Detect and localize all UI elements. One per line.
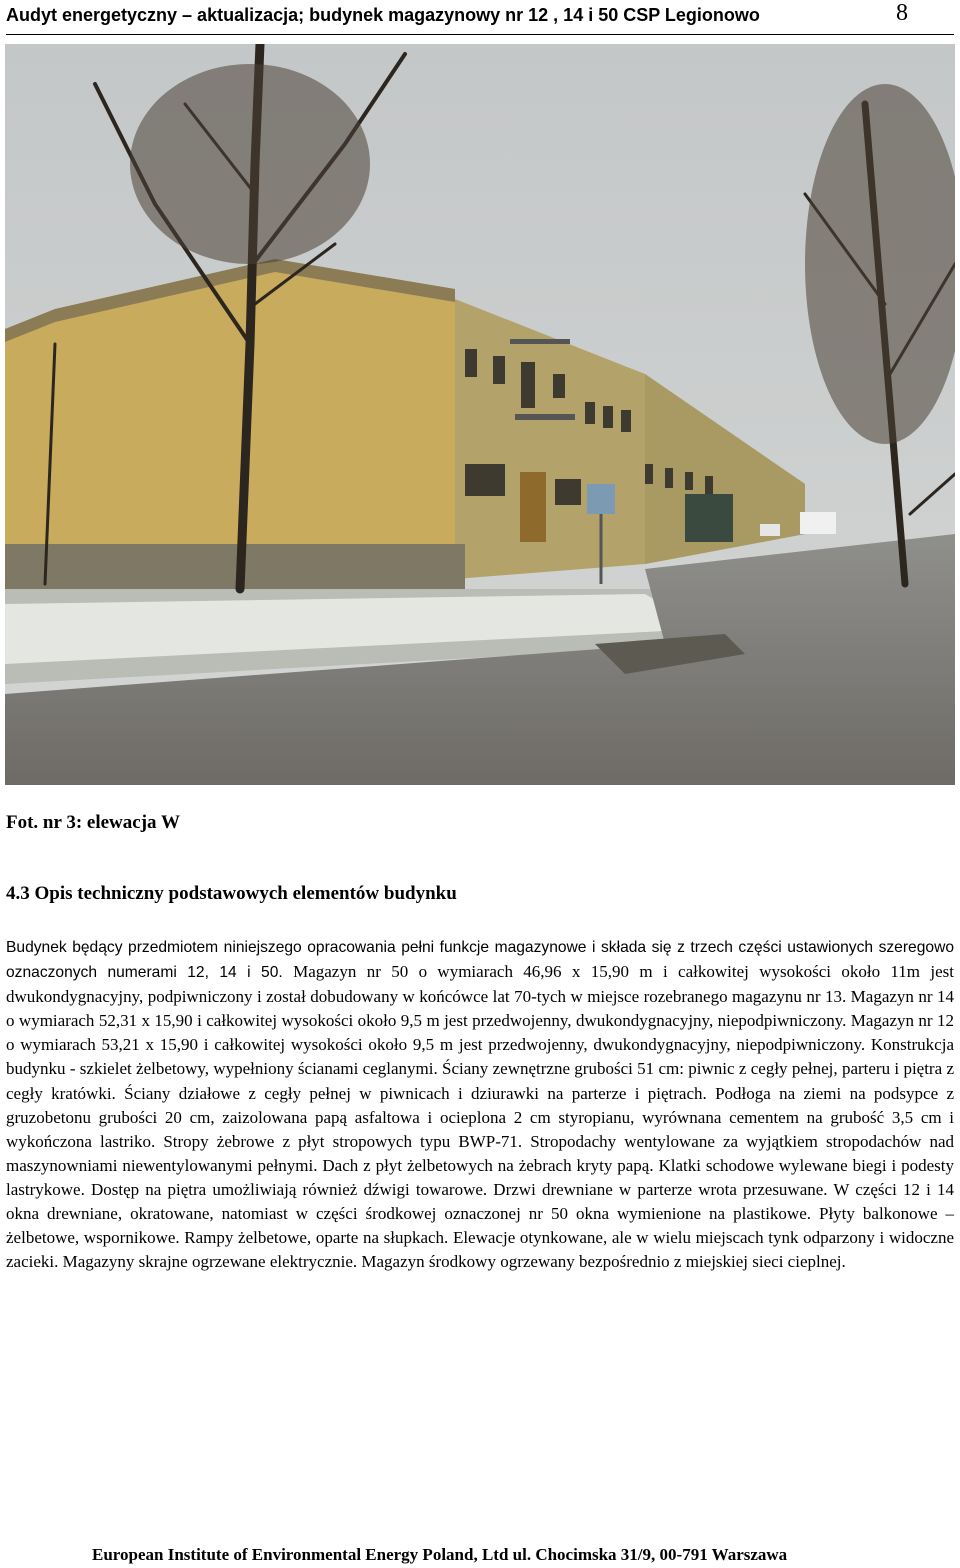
building-photo <box>5 44 955 785</box>
page-header <box>6 0 954 35</box>
photo-caption: Fot. nr 3: elewacja W <box>6 812 180 833</box>
section-heading: 4.3 Opis techniczny podstawowych elementów budynku <box>6 883 457 904</box>
section-body-text: Magazyn nr 50 o wymiarach 46,96 x 15,90 m i całkowitej wysokości około 11m jest dwukondygnacyjny, podpiwniczony i został dobudowany w końcówce lat 70-tych w miejsce rozebranego magazynu nr 13. Magazyn nr 14 o wymiarach 52,31 x 15,90 i całkowitej wysokości około 9,5 m jest przedwojenny, dwukondygnacyjny, niepodpiwniczony. Magazyn nr 12 o wymiarach 53,21 x 15,90 i całkowitej wysokości około 9,5 m jest przedwojenny, dwukondygnacyjny, niepodpiwniczony. Konstrukcja budynku - szkielet żelbetowy, wypełniony ścianami ceglanymi. Ściany zewnętrzne grubości 51 cm: piwnic z cegły pełnej, parteru i piętra z cegły kratówki. Ściany działowe z cegły pełnej w piwnicach i dziurawki na parterze i piętrach. Podłoga na ziemi na podsypce z gruzobetonu grubości 20 cm, zaizolowana papą asfaltowa i ocieplona 2 cm styropianu, wyrównana cementem na grubość 3,5 cm i wykończona lastriko. Stropy żebrowe z płyt stropowych typu BWP-71. Stropodachy wentylowane za wyjątkiem stropodachów nad maszynowniami niewentylowanymi pełnymi. Dach z płyt żelbetowych na żebrach kryty papą. Klatki schodowe wylewane biegi i podesty lastrykowe. Dostęp na piętra umożliwiają również dźwigi towarowe. Drzwi drewniane w parterze wrota przesuwane. W części 12 i 14 okna drewniane, okratowane, natomiast w części środkowej oznaczonej nr 50 okna wymienione na plastikowe. Płyty balkonowe – żelbetowe, wspornikowe. Rampy żelbetowe, oparte na słupkach. Elewacje otynkowane, ale w wielu miejscach tynk odparzony i widoczne zacieki. Magazyny skrajne ogrzewane elektrycznie. Magazyn środkowy ogrzewany bezpośrednio z miejskiej sieci cieplnej. <box>6 962 954 1272</box>
page-footer: European Institute of Environmental Energy Poland, Ltd ul. Chocimska 31/9, 00-791 Warszawa <box>92 1545 788 1564</box>
page-number: 8 <box>896 0 908 26</box>
section-body <box>6 935 954 1274</box>
section-lead: Budynek będący przedmiotem niniejszego opracowania pełni funkcje magazynowe i składa się z trzech części ustawionych szeregowo oznaczonych numerami 12, 14 i 50. <box>6 939 954 982</box>
header-title: Audyt energetyczny – aktualizacja; budynek magazynowy nr 12 , 14 i 50 CSP Legionowo <box>6 5 760 25</box>
